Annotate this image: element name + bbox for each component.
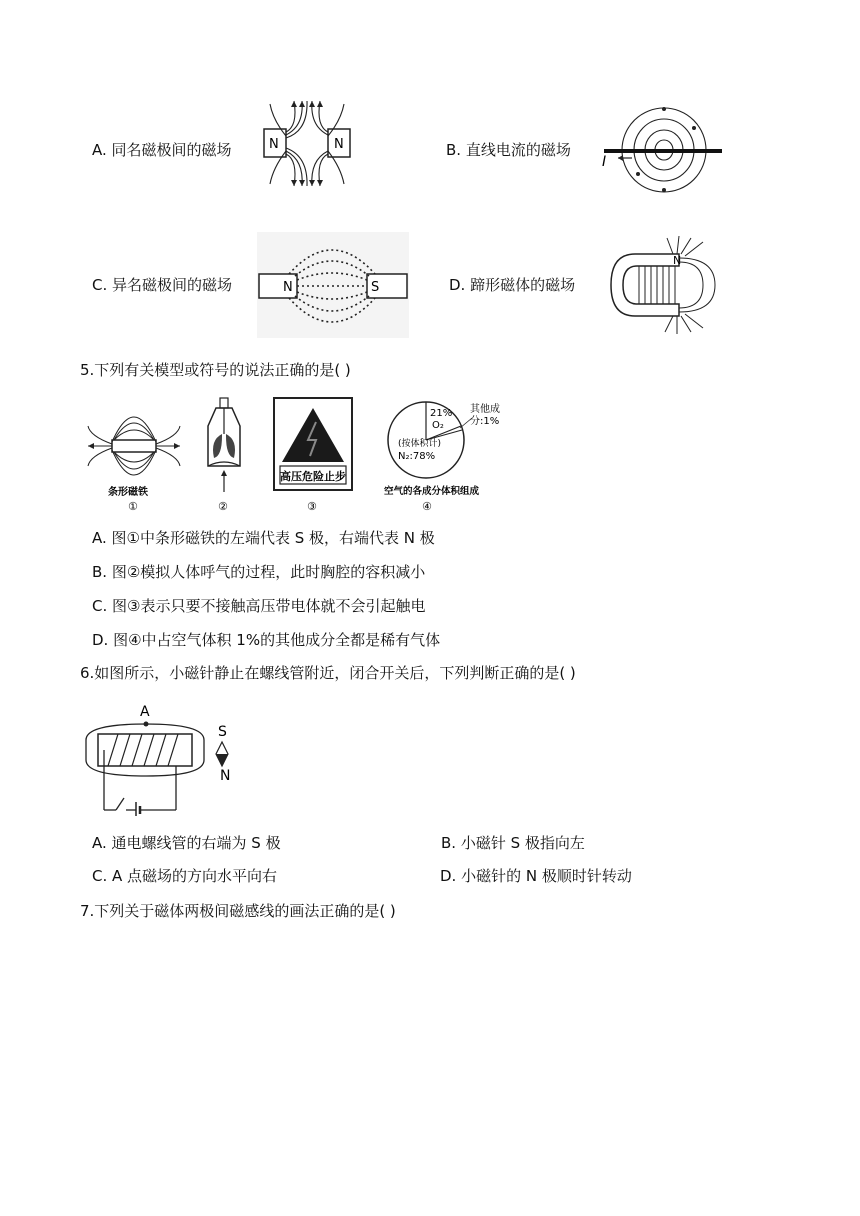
fig3-number: ③ <box>307 500 317 513</box>
fig1-number: ① <box>128 500 138 513</box>
pie-o2-label: O₂ <box>432 420 444 431</box>
q6-option-d: D. 小磁针的 N 极顺时针转动 <box>440 867 632 885</box>
switch <box>116 798 124 810</box>
current-label: I <box>602 154 607 170</box>
like-poles-field-figure <box>258 96 356 192</box>
sign-text: 高压危险止步 <box>280 470 346 483</box>
q5-option-b: B. 图②模拟人体呼气的过程，此时胸腔的容积减小 <box>92 563 426 581</box>
air-composition-figure <box>380 396 510 514</box>
warning-sign-figure <box>272 396 354 514</box>
pie-o2-value: 21% <box>430 408 453 419</box>
q5-option-d: D. 图④中占空气体积 1%的其他成分全都是稀有气体 <box>92 631 441 649</box>
q5-stem: 5.下列有关模型或符号的说法正确的是( ) <box>80 361 351 379</box>
q6-option-a: A. 通电螺线管的右端为 S 极 <box>92 834 281 852</box>
pie-other-value: 分:1% <box>470 416 500 427</box>
pie-other-label: 其他成 <box>470 404 500 415</box>
pole-label-n: N <box>283 280 293 295</box>
q4-option-a: A. 同名磁极间的磁场 <box>92 141 232 159</box>
needle-n-label: N <box>220 768 231 784</box>
fig4-caption: 空气的各成分体积组成 <box>384 486 480 497</box>
horseshoe-magnet-field-figure <box>607 232 723 338</box>
q7-stem: 7.下列关于磁体两极间磁感线的画法正确的是( ) <box>80 902 396 920</box>
q5-option-a: A. 图①中条形磁铁的左端代表 S 极，右端代表 N 极 <box>92 529 435 547</box>
point-a-label: A <box>140 704 150 720</box>
fig2-number: ② <box>218 500 228 513</box>
pole-label-right: N <box>334 137 344 152</box>
bar-magnet-figure <box>84 396 184 514</box>
breathing-model-figure <box>196 396 252 514</box>
solenoid-circuit-figure <box>80 700 242 816</box>
straight-current-field-figure <box>598 104 722 194</box>
fig4-number: ④ <box>422 500 432 513</box>
q4-option-c: C. 异名磁极间的磁场 <box>92 276 233 294</box>
bar-magnet <box>112 440 156 452</box>
unlike-poles-field-figure <box>257 232 409 338</box>
q6-stem: 6.如图所示，小磁针静止在螺线管附近，闭合开关后，下列判断正确的是( ) <box>80 664 576 682</box>
pole-label-s: S <box>371 280 380 295</box>
q4-option-d: D. 蹄形磁体的磁场 <box>449 276 576 294</box>
up-arrow <box>221 470 227 476</box>
balloon-left <box>213 434 222 458</box>
pie-n2: N₂:78% <box>398 451 436 462</box>
pole-label-left: N <box>269 137 279 152</box>
pie-basis: (按体积计) <box>398 439 442 449</box>
q6-option-b: B. 小磁针 S 极指向左 <box>441 834 585 852</box>
q4-option-b: B. 直线电流的磁场 <box>446 141 571 159</box>
needle-s-label: S <box>218 724 227 740</box>
pole-label-n: N <box>673 254 682 267</box>
balloon-right <box>226 434 235 458</box>
q6-option-c: C. A 点磁场的方向水平向右 <box>92 867 278 885</box>
q5-option-c: C. 图③表示只要不接触高压带电体就不会引起触电 <box>92 597 426 615</box>
fig1-caption: 条形磁铁 <box>108 487 148 498</box>
